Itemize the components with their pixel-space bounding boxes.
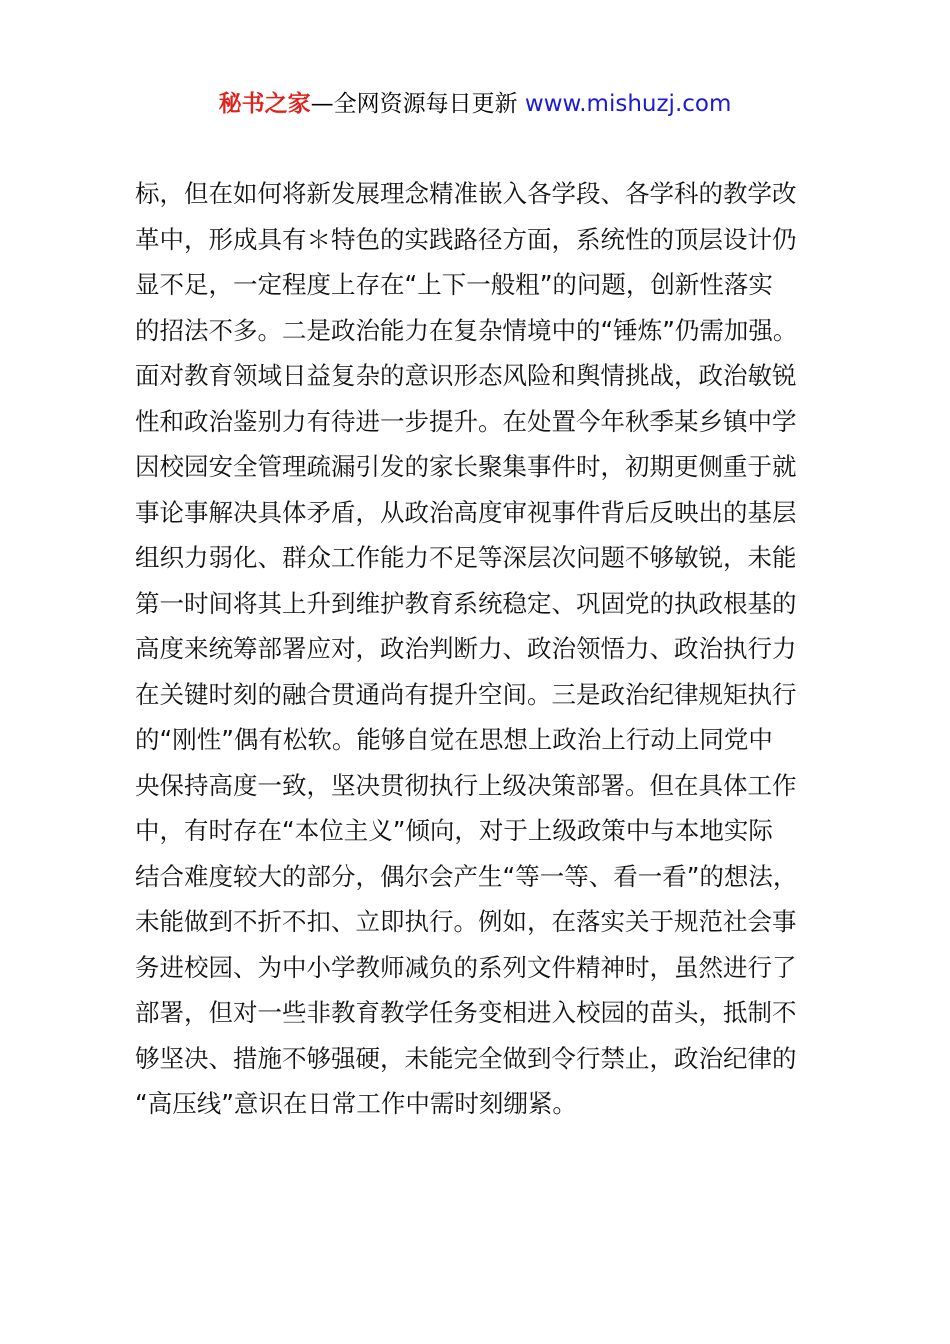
text-line: “高压线”意识在日常工作中需时刻绷紧。 [135, 1089, 577, 1118]
text-line: 标，但在如何将新发展理念精准嵌入各学段、各学科的教学改 [135, 179, 797, 208]
header-slogan: —全网资源每日更新 [310, 91, 525, 117]
text-line: 够坚决、措施不够强硬，未能完全做到令行禁止，政治纪律的 [135, 1043, 797, 1073]
text-line: 显不足，一定程度上存在“上下一般粗”的问题，创新性落实 [135, 270, 773, 299]
text-line: 的“刚性”偶有松软。能够自觉在思想上政治上行动上同党中 [135, 725, 773, 754]
page-header [0, 86, 950, 122]
text-line: 第一时间将其上升到维护教育系统稳定、巩固党的执政根基的 [135, 588, 797, 618]
text-line: 高度来统筹部署应对，政治判断力、政治领悟力、政治执行力 [135, 634, 797, 663]
brand-name: 秘书之家 [218, 91, 311, 117]
body-paragraph [135, 171, 835, 1127]
text-line: 结合难度较大的部分，偶尔会产生“等一等、看一看”的想法， [135, 861, 798, 891]
text-line: 务进校园、为中小学教师减负的系列文件精神时，虽然进行了 [135, 952, 797, 982]
text-line: 的招法不多。二是政治能力在复杂情境中的“锤炼”仍需加强。 [135, 315, 798, 345]
text-line: 央保持高度一致，坚决贯彻执行上级决策部署。但在具体工作 [135, 770, 797, 800]
text-line: 面对教育领域日益复杂的意识形态风险和舆情挑战，政治敏锐 [135, 361, 797, 390]
text-line: 在关键时刻的融合贯通尚有提升空间。三是政治纪律规矩执行 [135, 679, 797, 709]
text-line: 性和政治鉴别力有待进一步提升。在处置今年秋季某乡镇中学 [135, 406, 797, 436]
text-line: 未能做到不折不扣、立即执行。例如，在落实关于规范社会事 [135, 907, 797, 936]
text-line: 部署，但对一些非教育教学任务变相进入校园的苗头，抵制不 [135, 998, 797, 1027]
text-line: 因校园安全管理疏漏引发的家长聚集事件时，初期更侧重于就 [135, 452, 797, 481]
text-line: 革中，形成具有＊特色的实践路径方面，系统性的顶层设计仍 [135, 224, 797, 254]
text-line: 事论事解决具体矛盾，从政治高度审视事件背后反映出的基层 [135, 497, 797, 527]
header-url[interactable]: www.mishuzj.com [524, 91, 732, 117]
text-line: 组织力弱化、群众工作能力不足等深层次问题不够敏锐，未能 [135, 543, 797, 572]
text-line: 中，有时存在“本位主义”倾向，对于上级政策中与本地实际 [135, 816, 773, 845]
